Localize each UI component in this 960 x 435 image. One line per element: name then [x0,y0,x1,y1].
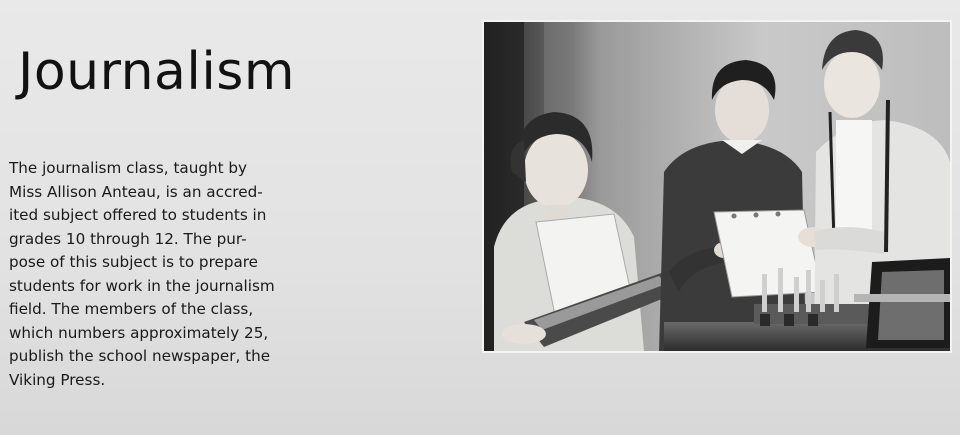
journalism-class-photo [484,22,950,351]
body-line: ited subject offered to students in [9,206,267,224]
page-title: Journalism [18,42,296,102]
body-line: field. The members of the class, [9,300,254,318]
body-line: Miss Allison Anteau, is an accred- [9,182,263,201]
body-line: which numbers approximately 25, [9,323,269,342]
body-line: pose of this subject is to prepare [9,253,259,271]
photo-illustration [484,22,950,351]
body-line: students for work in the journalism [9,276,275,295]
body-line: grades 10 through 12. The pur- [9,229,247,248]
body-paragraph [9,157,339,392]
body-line: The journalism class, taught by [9,159,248,177]
photo-frame [482,20,952,353]
body-line: Viking Press. [9,370,106,389]
body-line: publish the school newspaper, the [9,347,271,365]
